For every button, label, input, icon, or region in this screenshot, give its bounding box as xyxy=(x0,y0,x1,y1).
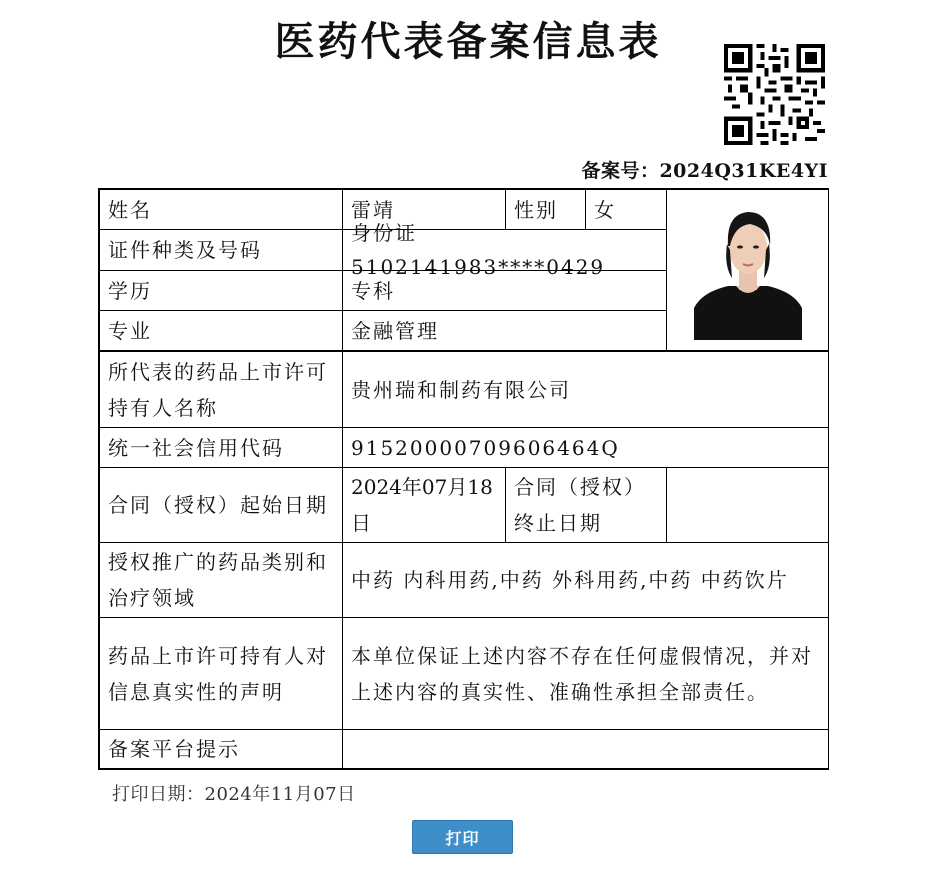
start-date-value: 2024年07月18日 xyxy=(342,467,506,543)
record-number: 备案号：2024Q31KE4YI xyxy=(581,160,828,182)
platform-tip-value xyxy=(342,729,829,769)
declaration-value: 本单位保证上述内容不存在任何虚假情况，并对上述内容的真实性、准确性承担全部责任。 xyxy=(342,617,829,730)
gender-value: 女 xyxy=(585,189,667,230)
education-value: 专科 xyxy=(342,270,667,311)
end-date-value xyxy=(666,467,829,543)
name-label: 姓名 xyxy=(99,189,343,230)
filing-form-table xyxy=(98,188,829,770)
print-button[interactable]: 打印 xyxy=(412,820,513,854)
name-value: 雷靖 xyxy=(342,189,506,230)
credit-code-label: 统一社会信用代码 xyxy=(99,427,343,468)
credit-code-value: 91520000709606464Q xyxy=(342,427,829,468)
major-label: 专业 xyxy=(99,310,343,351)
education-label: 学历 xyxy=(99,270,343,311)
gender-label: 性别 xyxy=(505,189,586,230)
major-value: 金融管理 xyxy=(342,310,667,351)
holder-label: 所代表的药品上市许可持有人名称 xyxy=(99,351,343,428)
print-date: 打印日期：2024年11月07日 xyxy=(112,784,356,805)
platform-tip-label: 备案平台提示 xyxy=(99,729,343,769)
holder-value: 贵州瑞和制药有限公司 xyxy=(342,351,829,428)
end-date-label: 合同（授权）终止日期 xyxy=(505,467,667,543)
start-date-label: 合同（授权）起始日期 xyxy=(99,467,343,543)
qr-code xyxy=(724,44,825,145)
declaration-label: 药品上市许可持有人对信息真实性的声明 xyxy=(99,617,343,730)
portrait-photo xyxy=(694,200,802,340)
photo-cell xyxy=(666,189,829,351)
id-value: 身份证 5102141983****0429 xyxy=(342,229,667,271)
form-title: 医药代表备案信息表 xyxy=(274,18,662,65)
category-value: 中药 内科用药,中药 外科用药,中药 中药饮片 xyxy=(342,542,829,618)
category-label: 授权推广的药品类别和治疗领域 xyxy=(99,542,343,618)
id-label: 证件种类及号码 xyxy=(99,229,343,271)
